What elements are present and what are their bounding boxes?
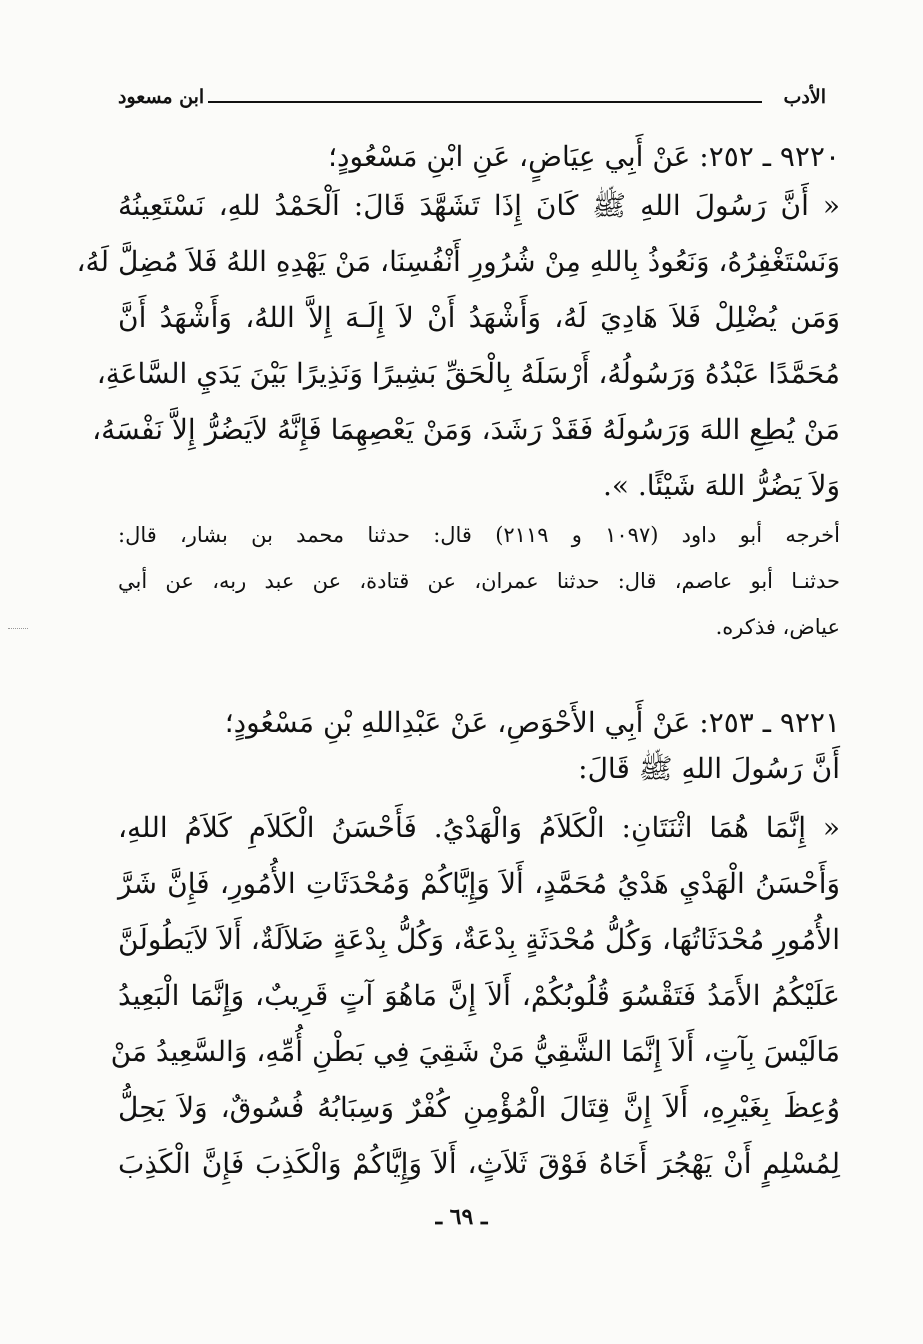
text-line: مَنْ يُطِعِ اللهَ وَرَسُولَهُ فَقَدْ رَشَدَ، وَمَنْ يَعْصِهِمَا فَإِنَّهُ لاَيَضُرُّ إِلاَّ نَفْسَهُ، — [92, 413, 840, 446]
running-header — [118, 82, 826, 118]
text-line: وَلاَ يَضُرُّ اللهَ شَيْئًا. ». — [602, 469, 840, 502]
hadith-9220-heading: ٩٢٢٠ ـ ٢٥٢: عَنْ أَبِي عِيَاضٍ، عَنِ ابْنِ مَسْعُودٍ؛ — [328, 140, 840, 173]
takhrij-line: حدثنـا أبو عاصم، قال: حدثنا عمران، عن قتادة، عن عبد ربه، عن أبي — [118, 569, 840, 593]
text-line: « إِنَّمَا هُمَا اثْنَتَانِ: الْكَلاَمُ وَالْهَدْيُ. فَأَحْسَنُ الْكَلاَمِ كَلاَمُ اللهِ، — [118, 811, 840, 844]
text-line: لِمُسْلِمٍ أَنْ يَهْجُرَ أَخَاهُ فَوْقَ ثَلاَثٍ، أَلاَ وَإِيَّاكُمْ وَالْكَذِبَ فَإِنَّ الْكَذِبَ — [118, 1147, 840, 1180]
hadith-9221-text — [110, 800, 840, 1192]
heading-intro: أَنَّ رَسُولَ اللهِ ﷺ قَالَ: — [578, 752, 840, 785]
header-chapter: الأدب — [783, 86, 826, 108]
text-line: مَالَيْسَ بِآتٍ، أَلاَ إِنَّمَا الشَّقِيُّ مَنْ شَقِيَ فِي بَطْنِ أُمِّهِ، وَالسَّعِيدُ مَنْ — [110, 1035, 840, 1068]
text-line: وَنَسْتَغْفِرُهُ، وَنَعُوذُ بِاللهِ مِنْ شُرُورِ أَنْفُسِنَا، مَنْ يَهْدِهِ اللهُ فَلاَ مُضِلَّ لَهُ، — [76, 245, 840, 278]
text-line: وَأَحْسَنُ الْهَدْيِ هَدْيُ مُحَمَّدٍ، أَلاَ وَإِيَّاكُمْ وَمُحْدَثَاتِ الأُمُورِ، فَإِنَّ شَرَّ — [118, 867, 840, 900]
takhrij-line: أخرجه أبو داود (١٠٩٧ و ٢١١٩) قال: حدثنا محمد بن بشار، قال: — [118, 523, 840, 547]
text-line: « أَنَّ رَسُولَ اللهِ ﷺ كَانَ إِذَا تَشَهَّدَ قَالَ: اَلْحَمْدُ للهِ، نَسْتَعِينُهُ — [118, 189, 840, 222]
hadith-9221-heading — [118, 700, 840, 792]
hadith-9220-text — [76, 178, 840, 514]
heading-line: ٩٢٢١ ـ ٢٥٣: عَنْ أَبِي الأَحْوَصِ، عَنْ عَبْدِاللهِ بْنِ مَسْعُودٍ؛ — [224, 706, 840, 739]
margin-mark — [8, 628, 28, 629]
header-musnad: ابن مسعود — [118, 86, 205, 108]
page-number: ـ ٦٩ ـ — [435, 1204, 488, 1230]
hadith-9220-takhrij — [118, 512, 840, 650]
text-line: وَمَن يُضْلِلْ فَلاَ هَادِيَ لَهُ، وَأَشْهَدُ أَنْ لاَ إِلَـهَ إِلاَّ اللهُ، وَأَشْهَدُ أَنَّ — [118, 301, 840, 334]
text-line: الأُمُورِ مُحْدَثَاتُهَا، وَكُلُّ مُحْدَثَةٍ بِدْعَةٌ، وَكُلُّ بِدْعَةٍ ضَلاَلَةٌ، أَلاَ لاَيَطُولَنَّ — [118, 923, 840, 956]
text-line: مُحَمَّدًا عَبْدُهُ وَرَسُولُهُ، أَرْسَلَهُ بِالْحَقِّ بَشِيرًا وَنَذِيرًا بَيْنَ يَدَيِ السَّاعَةِ، — [96, 357, 840, 390]
text-line: وُعِظَ بِغَيْرِهِ، أَلاَ إِنَّ قِتَالَ الْمُؤْمِنِ كُفْرٌ وَسِبَابُهُ فُسُوقٌ، وَلاَ يَحِلُّ — [118, 1091, 840, 1124]
text-line: عَلَيْكُمُ الأَمَدُ فَتَقْسُوَ قُلُوبُكُمْ، أَلاَ إِنَّ مَاهُوَ آتٍ قَرِيبٌ، وَإِنَّمَا الْبَعِيدُ — [118, 979, 840, 1012]
header-rule — [208, 101, 762, 103]
takhrij-line: عياض، فذكره. — [715, 615, 840, 639]
